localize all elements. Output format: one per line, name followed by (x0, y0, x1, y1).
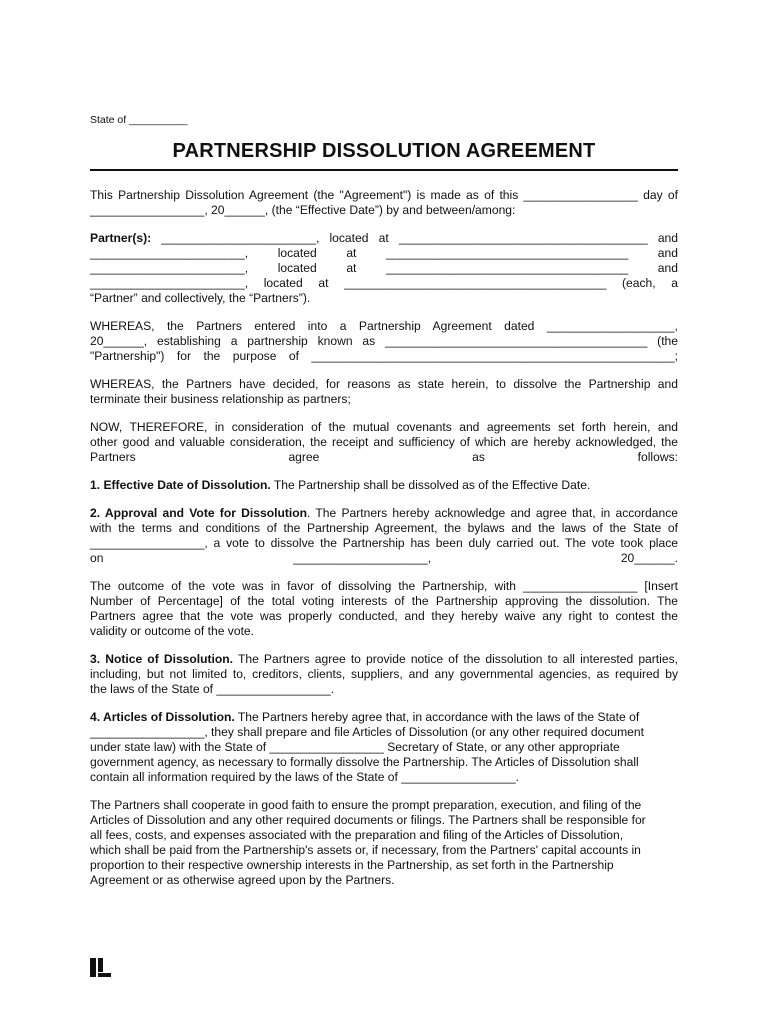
section-4-line-4: government agency, as necessary to formally dissolve the Partnership. The Articles of Dissolution shall (90, 755, 639, 769)
section-3 (90, 652, 678, 697)
section-2-line-1 (90, 506, 678, 521)
cooperate-line-4: which shall be paid from the Partnership's assets or, if necessary, from the Partners' capital accounts in (90, 843, 641, 857)
section-2-line-2: with the terms and conditions of the Partnership Agreement, the bylaws and the laws of the State of (90, 521, 678, 535)
cooperate-line-6: Agreement or as otherwise agreed upon by the Partners. (90, 873, 395, 887)
whereas-paragraph-2 (90, 377, 678, 407)
whereas2-line-1: WHEREAS, the Partners have decided, for reasons as state herein, to dissolve the Partnership and (90, 377, 678, 391)
partners-line-3: _______________________, located at ____________________________________ and (90, 261, 678, 275)
section-4-line-1-text: The Partners hereby agree that, in accordance with the laws of the State of (234, 710, 640, 724)
partners-line-4: _______________________, located at _______________________________________ (each, a (90, 276, 678, 290)
section-3-line-3: the laws of the State of _________________. (90, 682, 335, 696)
document-title: PARTNERSHIP DISSOLUTION AGREEMENT (172, 140, 596, 162)
now-therefore-line-1: NOW, THEREFORE, in consideration of the mutual covenants and agreements set forth herein, and (90, 420, 678, 434)
section-1-heading: 1. Effective Date of Dissolution. (90, 478, 271, 492)
cooperate-line-3: all fees, costs, and expenses associated with the preparation and filing of the Articles of Dissolution, (90, 828, 624, 842)
cooperate-paragraph (90, 798, 678, 888)
section-1 (90, 478, 678, 493)
intro-line-1: This Partnership Dissolution Agreement (the "Agreement") is made as of this _________________ day of (90, 188, 678, 202)
document-body (90, 188, 678, 901)
cooperate-line-2: Articles of Dissolution and any other required documents or filings. The Partners shall be responsible for (90, 813, 646, 827)
cooperate-line-1: The Partners shall cooperate in good faith to ensure the prompt preparation, execution, and filing of the (90, 798, 642, 812)
whereas1-line-1: WHEREAS, the Partners entered into a Partnership Agreement dated ___________________, (90, 319, 678, 333)
section-2-heading: 2. Approval and Vote for Dissolution (90, 506, 308, 520)
section-4-line-1 (90, 710, 678, 725)
section-4-line-5: contain all information required by the laws of the State of _________________. (90, 770, 519, 784)
title-underline (90, 169, 678, 171)
whereas1-line-2: 20______, establishing a partnership known as _______________________________________ (the (90, 334, 678, 348)
outcome-line-4: validity or outcome of the vote. (90, 624, 255, 638)
section-4-line-2: _________________, they shall prepare and file Articles of Dissolution (or any other required document (90, 725, 644, 739)
outcome-line-2: Number of Percentage] of the total voting interests of the Partnership approving the dissolution. The (90, 594, 678, 608)
partners-line-5: “Partner” and collectively, the “Partners”). (90, 291, 311, 305)
partners-label: Partner(s): (90, 231, 152, 245)
partners-paragraph (90, 231, 678, 306)
brand-logo-icon (90, 958, 111, 977)
section-3-line-2: including, but not limited to, creditors, clients, suppliers, and any governmental agencies, as required by (90, 667, 678, 681)
outcome-line-1: The outcome of the vote was in favor of dissolving the Partnership, with _________________ [Insert (90, 579, 678, 593)
intro-paragraph (90, 188, 678, 218)
section-3-line-1 (90, 652, 678, 667)
section-2-line-4: on ____________________, 20______. (90, 551, 678, 565)
section-1-text: The Partnership shall be dissolved as of the Effective Date. (270, 478, 591, 492)
section-4 (90, 710, 678, 785)
cooperate-line-5: proportion to their respective ownership interests in the Partnership, as set forth in the Partnership (90, 858, 614, 872)
section-3-heading: 3. Notice of Dissolution. (90, 652, 234, 666)
section-1-line (90, 478, 678, 493)
section-2 (90, 506, 678, 566)
section-2-line-3: _________________, a vote to dissolve the Partnership has been duly carried out. The vote took place (90, 536, 678, 550)
whereas-paragraph-1 (90, 319, 678, 364)
whereas2-line-2: terminate their business relationship as partners; (90, 392, 351, 406)
brand-logo-icon-graphic (90, 958, 111, 977)
now-therefore-line-2: other good and valuable consideration, the receipt and sufficiency of which are hereby acknowledged, the (90, 435, 678, 449)
section-3-line-1-text: The Partners agree to provide notice of the dissolution to all interested parties, (233, 652, 678, 666)
now-therefore-paragraph (90, 420, 678, 465)
intro-line-2: _________________, 20______, (the “Effective Date”) by and between/among: (90, 203, 516, 217)
partners-line-2: _______________________, located at ____________________________________ and (90, 246, 678, 260)
section-4-line-3: under state law) with the State of _________________ Secretary of State, or any other appropriate (90, 740, 620, 754)
outcome-line-3: Partners agree that the vote was properly conducted, and they hereby waive any right to contest the (90, 609, 678, 623)
section-2-line-1-text: . The Partners hereby acknowledge and agree that, in accordance (307, 506, 678, 520)
whereas1-line-3: "Partnership") for the purpose of ______________________________________________________; (90, 349, 678, 363)
partners-line-1 (90, 231, 678, 246)
state-of-line: State of __________ (90, 114, 188, 126)
partners-line-1-text: _______________________, located at _____________________________________ and (151, 231, 678, 245)
outcome-paragraph (90, 579, 678, 639)
now-therefore-line-3: Partners agree as follows: (90, 450, 678, 464)
section-4-heading: 4. Articles of Dissolution. (90, 710, 235, 724)
